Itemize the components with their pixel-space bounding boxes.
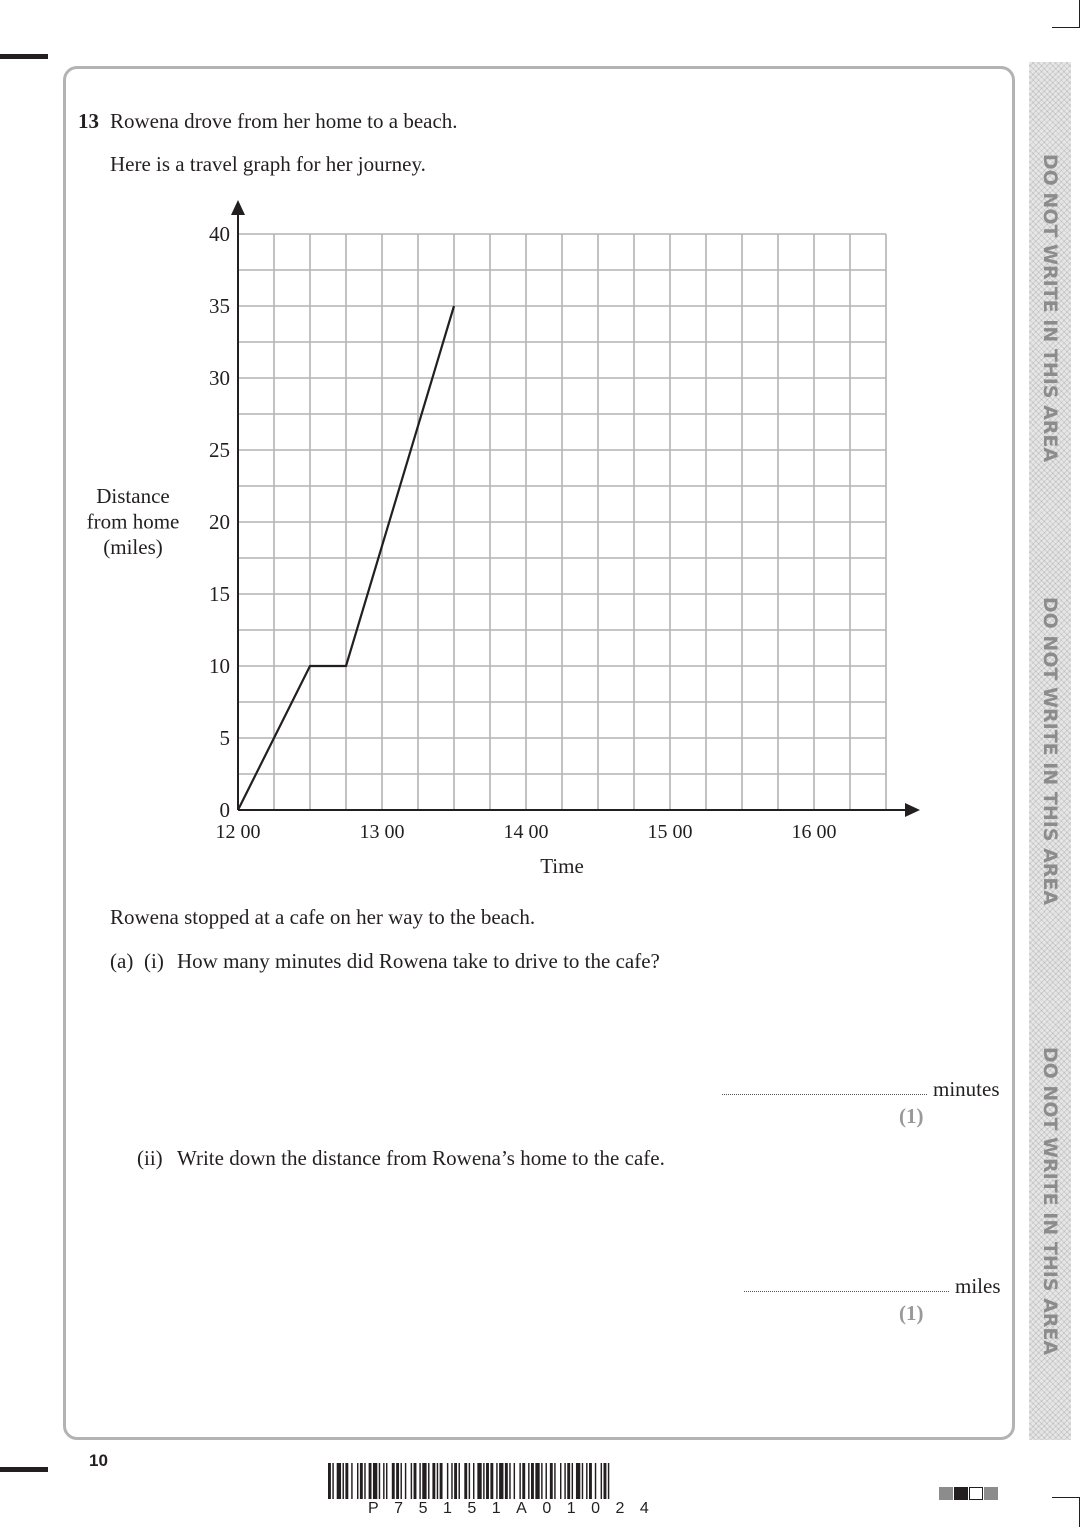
graph-grid — [238, 234, 886, 810]
x-tick-label: 16 00 — [791, 821, 837, 843]
part-a-label: (a) — [110, 949, 134, 973]
barcode-bar — [477, 1463, 481, 1499]
part-i-question: How many minutes did Rowena take to drive to the cafe? — [177, 949, 660, 973]
barcode-bar — [332, 1463, 333, 1499]
barcode-text: P75151A01024 — [368, 1500, 665, 1517]
barcode-bar — [567, 1463, 570, 1499]
cafe-statement: Rowena stopped at a cafe on her way to the beach. — [110, 905, 536, 929]
barcode-bar — [379, 1463, 380, 1499]
barcode-bar — [451, 1463, 452, 1499]
barcode-bar — [401, 1463, 402, 1499]
minutes-unit: minutes — [933, 1077, 1000, 1101]
page-indicator-boxes — [939, 1487, 998, 1500]
miles-answer-line[interactable] — [744, 1291, 949, 1292]
do-not-write-label: DO NOT WRITE IN THIS AREA — [1039, 1046, 1061, 1356]
barcode-bar — [373, 1463, 377, 1499]
barcode-bar — [554, 1463, 555, 1499]
y-tick-label: 30 — [209, 366, 230, 390]
barcode-bar — [564, 1463, 565, 1499]
x-tick-label: 12 00 — [215, 821, 261, 843]
barcode-bar — [360, 1463, 363, 1499]
question-number: 13 — [78, 109, 99, 133]
x-tick-label: 14 00 — [503, 821, 549, 843]
barcode-bar — [392, 1463, 395, 1499]
indicator-box — [984, 1487, 998, 1500]
barcode-bar — [419, 1463, 420, 1499]
barcode-bar — [357, 1463, 358, 1499]
question-intro: Rowena drove from her home to a beach. — [110, 109, 458, 133]
x-axis-arrow-icon — [905, 803, 920, 817]
y-tick-label: 5 — [219, 726, 230, 750]
barcode-bar — [351, 1463, 352, 1499]
barcode-bar — [345, 1463, 348, 1499]
barcode-bar — [522, 1463, 525, 1499]
barcode-bar — [447, 1463, 448, 1499]
barcode-bar — [405, 1463, 406, 1499]
y-tick-label: 25 — [209, 438, 230, 462]
barcode-bar — [486, 1463, 489, 1499]
barcode-bar — [328, 1463, 331, 1499]
y-tick-label: 15 — [209, 582, 230, 606]
x-tick-label: 15 00 — [647, 821, 693, 843]
y-tick-label: 0 — [219, 798, 230, 822]
barcode-bar — [483, 1463, 484, 1499]
barcode-bar — [505, 1463, 508, 1499]
barcode-bar — [454, 1463, 457, 1499]
barcode-bar — [595, 1463, 596, 1499]
barcode-bar — [396, 1463, 399, 1499]
y-axis-label: (miles) — [103, 535, 163, 559]
barcode-bar — [369, 1463, 372, 1499]
do-not-write-label: DO NOT WRITE IN THIS AREA — [1039, 596, 1061, 906]
barcode — [328, 1463, 752, 1501]
barcode-bar — [490, 1463, 493, 1499]
barcode-bar — [364, 1463, 365, 1499]
part-i-label: (i) — [144, 949, 164, 973]
registration-mark-bottom-left — [0, 1467, 48, 1472]
indicator-box — [939, 1487, 953, 1500]
barcode-bar — [473, 1463, 474, 1499]
barcode-bar — [437, 1463, 438, 1499]
barcode-bar — [422, 1463, 426, 1499]
y-axis-label: from home — [86, 509, 180, 534]
barcode-bar — [582, 1463, 583, 1499]
barcode-bar — [608, 1463, 609, 1499]
barcode-bar — [604, 1463, 607, 1499]
barcode-bar — [411, 1463, 412, 1499]
barcode-bar — [383, 1463, 384, 1499]
barcode-bar — [496, 1463, 497, 1499]
y-axis-label: Distance — [96, 484, 170, 508]
page-number: 10 — [89, 1451, 108, 1470]
crop-mark-bottom-right — [1052, 1497, 1080, 1527]
barcode-bar — [386, 1463, 387, 1499]
barcode-bar — [528, 1463, 529, 1499]
crop-mark-top-right — [1052, 0, 1080, 28]
barcode-bar — [440, 1463, 443, 1499]
y-tick-label: 10 — [209, 654, 230, 678]
barcode-bar — [509, 1463, 510, 1499]
barcode-bar — [546, 1463, 547, 1499]
barcode-bar — [535, 1463, 539, 1499]
graph-axes — [231, 200, 920, 817]
barcode-bar — [343, 1463, 344, 1499]
indicator-box — [969, 1487, 983, 1500]
barcode-bar — [560, 1463, 561, 1499]
barcode-bar — [514, 1463, 515, 1499]
barcode-bar — [432, 1463, 435, 1499]
barcode-bar — [576, 1463, 580, 1499]
part-ii-label: (ii) — [137, 1146, 163, 1170]
part-ii-question: Write down the distance from Rowena’s home to the cafe. — [177, 1146, 665, 1170]
barcode-bar — [586, 1463, 587, 1499]
barcode-bar — [337, 1463, 341, 1499]
barcode-bar — [531, 1463, 534, 1499]
barcode-bar — [572, 1463, 573, 1499]
barcode-bar — [499, 1463, 503, 1499]
barcode-bar — [459, 1463, 460, 1499]
barcode-bar — [519, 1463, 520, 1499]
part-i-mark: (1) — [899, 1104, 924, 1128]
barcode-bar — [550, 1463, 553, 1499]
part-ii-mark: (1) — [899, 1301, 924, 1325]
x-tick-label: 13 00 — [359, 821, 405, 843]
barcode-bar — [464, 1463, 467, 1499]
barcode-bar — [414, 1463, 417, 1499]
barcode-bar — [428, 1463, 429, 1499]
barcode-bar — [589, 1463, 592, 1499]
do-not-write-label: DO NOT WRITE IN THIS AREA — [1039, 153, 1061, 463]
y-tick-label: 40 — [209, 222, 230, 246]
y-axis-arrow-icon — [231, 200, 245, 215]
barcode-bar — [469, 1463, 470, 1499]
barcode-bar — [541, 1463, 542, 1499]
barcode-bar — [601, 1463, 602, 1499]
x-axis-label: Time — [540, 854, 584, 878]
miles-unit: miles — [955, 1274, 1001, 1298]
indicator-box — [954, 1487, 968, 1500]
y-tick-label: 20 — [209, 510, 230, 534]
minutes-answer-line[interactable] — [722, 1094, 927, 1095]
do-not-write-strip — [1029, 62, 1071, 1440]
y-tick-label: 35 — [209, 294, 230, 318]
graph-intro: Here is a travel graph for her journey. — [110, 152, 426, 176]
